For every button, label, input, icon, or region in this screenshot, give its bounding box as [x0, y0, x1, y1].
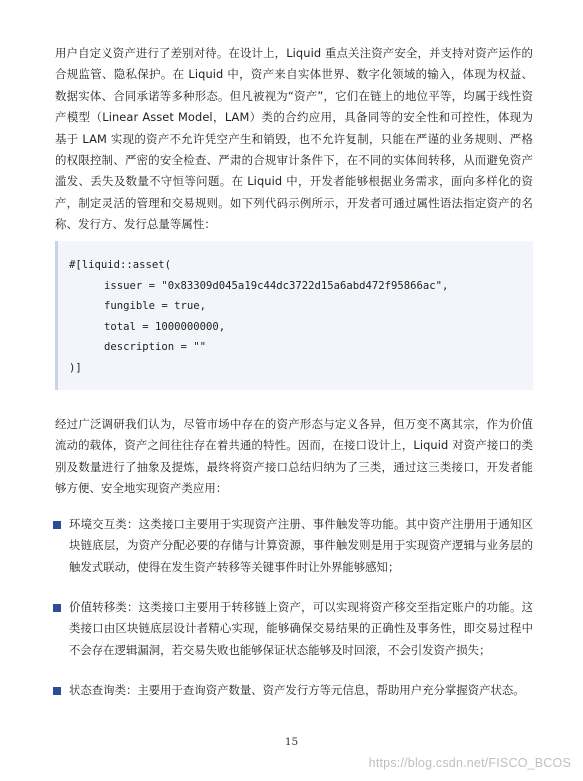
- code-line-4: total = 1000000000,: [104, 321, 226, 333]
- code-line-3: fungible = true,: [104, 300, 207, 312]
- code-line-1: #[liquid::asset(: [69, 259, 172, 271]
- intro-paragraph: 用户自定义资产进行了差别对待。在设计上，Liquid 重点关注资产安全，并支持对资产运作的合规监管、隐私保护。在 Liquid 中，资产来自实体世界、数字化领域的输入，体现为权益、数据实体、合同承诺等多种形态。但凡被视为“资产”，它们在链上的地位平等，均属于线性资产模型（Linear Asset Model，LAM）类的合约应用，具备同等的安全性和可控性，体现为基于 LAM 实现的资产不允许凭空产生和销毁，也不允许复制，只能在严谨的业务规则、严格的权限控制、严密的安全检查、严肃的合规审计条件下，在不同的实体间转移，从而避免资产滥发、丢失及数量不守恒等问题。在 Liquid 中，开发者能够根据业务需求，面向多样化的资产，制定灵活的管理和交易规则。如下列代码示例所示，开发者可通过属性语法指定资产的名称、发行方、发行总量等属性：: [55, 46, 533, 232]
- bullet-text: 状态查询类：主要用于查询资产数量、资产发行方等元信息，帮助用户充分掌握资产状态。: [69, 683, 525, 697]
- square-bullet-icon: [53, 521, 61, 529]
- code-block: [55, 241, 533, 390]
- square-bullet-icon: [53, 604, 61, 612]
- code-line-2: issuer = "0x83309d045a19c44dc3722d15a6abd472f95866ac",: [104, 280, 449, 292]
- bullet-text: 环境交互类：这类接口主要用于实现资产注册、事件触发等功能。其中资产注册用于通知区块链底层，为资产分配必要的存储与计算资源，事件触发则是用于实现资产逻辑与业务层的触发式联动，使得在发生资产转移等关键事件时让外界能够感知；: [69, 517, 533, 574]
- summary-paragraph: 经过广泛调研我们认为，尽管市场中存在的资产形态与定义各异，但万变不离其宗，作为价值流动的载体，资产之间往往存在着共通的特性。因而，在接口设计上，Liquid 对资产接口的类别及数量进行了抽象及提炼，最终将资产接口总结归纳为了三类，通过这三类接口，开发者能够方便、安全地实现资产类应用：: [55, 417, 533, 496]
- code-line-6: )]: [69, 362, 82, 374]
- square-bullet-icon: [53, 687, 61, 695]
- code-line-5: description = "": [104, 341, 207, 353]
- watermark: https://blog.csdn.net/FISCO_BCOS: [368, 756, 571, 770]
- bullet-text: 价值转移类：这类接口主要用于转移链上资产，可以实现将资产移交至指定账户的功能。这类接口由区块链底层设计者精心实现，能够确保交易结果的正确性及事务性，即交易过程中不会存在逻辑漏洞，若交易失败也能够保证状态能够及时回滚，不会引发资产损失；: [69, 600, 533, 657]
- page-number: 15: [284, 736, 299, 748]
